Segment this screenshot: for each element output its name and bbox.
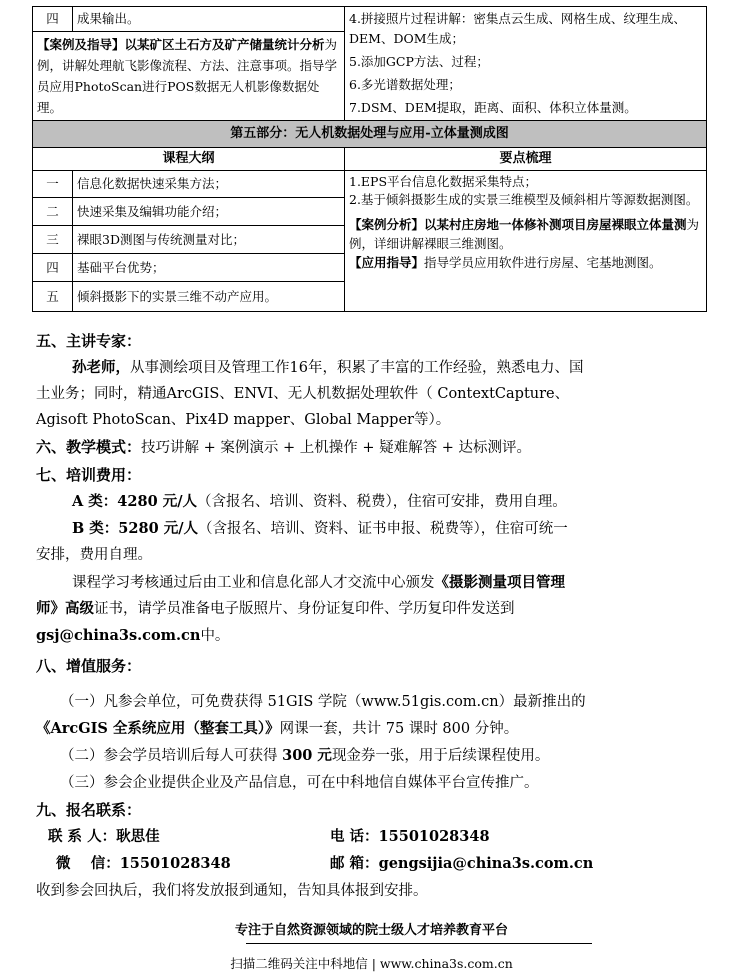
fee-b-price: B 类：5280 元/人	[72, 520, 199, 537]
expert-heading: 五、主讲专家：	[36, 332, 142, 350]
expert-text: 从事测绘项目及管理工作16年，积累了丰富的工作经验，熟悉电力、国	[130, 360, 584, 376]
service-3: （三）参会企业提供企业及产品信息，可在中科地信自媒体平台宣传推广。	[60, 775, 539, 791]
course-detail: 网课一套，共计 75 课时 800 分钟。	[279, 721, 519, 737]
row-text: 基础平台优势；	[73, 254, 345, 282]
case-text: 为例，详细讲解裸眼三维测图。	[349, 217, 700, 251]
service-2-text: （二）参会学员培训后每人可获得	[60, 748, 283, 764]
point-item: 6.多光谱数据处理；	[349, 77, 461, 92]
course-title: 《ArcGIS 全系统应用（整套工具）》	[36, 720, 280, 737]
expert-line-3: Agisoft PhotoScan、Pix4D mapper、Global Mapper等）。	[36, 412, 451, 428]
row-text: 成果输出。	[73, 7, 345, 32]
row-number: 五	[33, 282, 73, 312]
expert-name: 孙老师，	[72, 359, 130, 376]
cert-line-2	[36, 598, 716, 620]
voucher-amount: 300 元	[282, 747, 332, 764]
footer-divider	[246, 943, 592, 944]
case-title: 【案例及指导】以某矿区土石方及矿产储量统计分析	[37, 37, 325, 52]
cert-text: 课程学习考核通过后由工业和信息化部人才交流中心颁发	[72, 575, 435, 591]
fee-b	[72, 518, 712, 540]
point-item: 4.拼接照片过程讲解：密集点云生成、网格生成、纹理生成、DEM、DOM生成；	[349, 11, 686, 46]
service-1: （一）凡参会单位，可免费获得 51GIS 学院（www.51gis.com.cn）最新推出的	[60, 694, 586, 710]
contact-phone[interactable]: 电 话：15501028348	[330, 828, 490, 845]
expert-line-1	[72, 357, 712, 379]
course-table	[32, 6, 707, 312]
case-analysis	[349, 215, 702, 253]
contact-note: 收到参会回执后，我们将发放报到通知，告知具体报到安排。	[36, 883, 428, 899]
table-row	[33, 121, 707, 148]
email-value[interactable]: gengsijia@china3s.com.cn	[378, 855, 594, 872]
fees-heading: 七、培训费用：	[36, 466, 142, 484]
guide-title: 【应用指导】	[349, 255, 425, 270]
application-guide	[349, 253, 702, 272]
point-item: 7.DSM、DEM提取，距离、面积、体积立体量测。	[349, 100, 637, 115]
row-number: 三	[33, 226, 73, 254]
point-item: 5.添加GCP方法、过程；	[349, 54, 489, 69]
mode-text: 技巧讲解 + 案例演示 + 上机操作 + 疑难解答 + 达标测评。	[141, 440, 531, 456]
row-text: 裸眼3D测图与传统测量对比；	[73, 226, 345, 254]
fee-b-cont: 安排，费用自理。	[36, 547, 152, 563]
row-number: 四	[33, 254, 73, 282]
column-header-outline: 课程大纲	[33, 148, 345, 171]
service-2	[60, 745, 720, 767]
service-2-rest: 现金券一张，用于后续课程使用。	[331, 748, 550, 764]
cert-line-3	[36, 625, 716, 647]
column-header-points: 要点梳理	[345, 148, 707, 171]
table-header-row	[33, 148, 707, 171]
cert-email[interactable]: gsj@china3s.com.cn	[36, 627, 201, 644]
table-row	[33, 7, 707, 32]
cert-line-1	[72, 572, 712, 594]
key-points-cell	[345, 7, 707, 121]
services-heading: 八、增值服务：	[36, 657, 142, 675]
cert-end: 中。	[200, 628, 230, 644]
section-title: 第五部分：无人机数据处理与应用-立体量测成图	[33, 121, 707, 148]
expert-line-2: 土业务；同时，精通ArcGIS、ENVI、无人机数据处理软件（ ContextCapture、	[36, 386, 570, 402]
case-text: 为例，讲解处理航飞影像流程、方法、注意事项。指导学员应用PhotoScan进行POS数据无人机影像数据处理。	[37, 37, 338, 115]
guide-text: 指导学员应用软件进行房屋、宅基地测图。	[424, 255, 662, 270]
contact-heading: 九、报名联系：	[36, 801, 142, 819]
case-title: 【案例分析】以某村庄房地一体修补测项目房屋裸眼立体量测	[349, 217, 687, 232]
row-text: 信息化数据快速采集方法；	[73, 171, 345, 198]
footer-qr-text: 扫描二维码关注中科地信 | www.china3s.com.cn	[230, 956, 513, 971]
cert-title-cont: 师》高级	[36, 600, 94, 617]
cert-text-cont: 证书，请学员准备电子版照片、身份证复印件、学历复印件发送到	[94, 601, 515, 617]
fee-a	[72, 491, 712, 513]
point-item: 1.EPS平台信息化数据采集特点；	[349, 174, 538, 189]
row-number: 一	[33, 171, 73, 198]
teaching-mode	[36, 436, 716, 459]
fee-a-price: A 类：4280 元/人	[72, 493, 197, 510]
service-1-cont	[36, 718, 716, 740]
table-row	[33, 171, 707, 198]
row-text: 快速采集及编辑功能介绍；	[73, 198, 345, 226]
fee-b-text: （含报名、培训、资料、证书申报、税费等），住宿可统一	[198, 521, 568, 537]
footer-slogan: 专注于自然资源领域的院士级人才培养教育平台	[234, 923, 508, 938]
contact-email	[330, 853, 710, 875]
case-cell	[33, 32, 345, 121]
contact-wechat: 微 信：15501028348	[56, 855, 231, 872]
row-number: 四	[33, 7, 73, 32]
cert-title: 《摄影测量项目管理	[434, 574, 565, 591]
key-points-cell	[345, 171, 707, 312]
email-label: 邮 箱：	[330, 855, 379, 872]
mode-heading: 六、教学模式：	[36, 438, 142, 456]
point-item: 2.基于倾斜摄影生成的实景三维模型及倾斜相片等源数据测图。	[349, 192, 699, 207]
row-text: 倾斜摄影下的实景三维不动产应用。	[73, 282, 345, 312]
contact-person: 联 系 人：耿思佳	[48, 828, 160, 845]
row-number: 二	[33, 198, 73, 226]
fee-a-text: （含报名、培训、资料、税费），住宿可安排，费用自理。	[197, 494, 567, 510]
